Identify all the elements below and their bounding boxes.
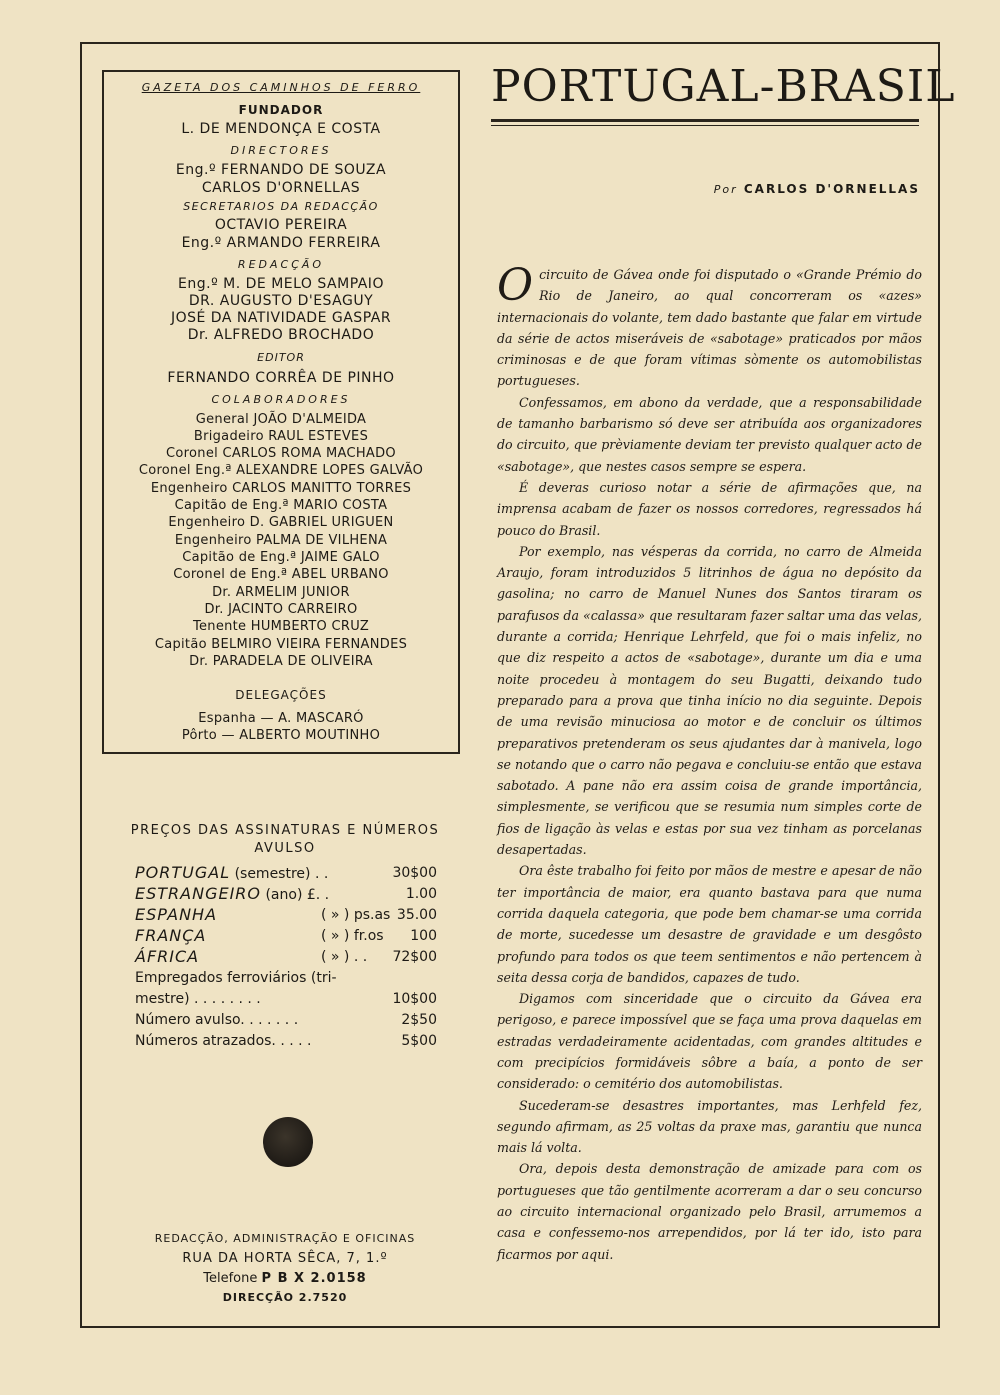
price-row	[135, 968, 437, 988]
article-paragraph: Sucederam-se desastres importantes, mas Lerhfeld fez, segundo afirmam, as 25 voltas da praxe mas, garantiu que nunca mais lá volta.	[497, 1097, 922, 1156]
price-row	[135, 947, 437, 967]
direction-phone: DIRECÇÃO 2.7520	[222, 1291, 348, 1304]
collaborator-name: Coronel CARLOS ROMA MACHADO	[166, 446, 396, 461]
price-value: 30$00	[392, 865, 437, 881]
price-row	[135, 989, 437, 1009]
editorial-name: Dr. ALFREDO BROCHADO	[187, 327, 375, 343]
price-label: Empregados ferroviários (tri-	[135, 970, 337, 986]
price-label: Números atrazados. . . . .	[135, 1033, 312, 1049]
phone-line	[110, 1272, 460, 1285]
price-note: (semestre) . .	[234, 866, 329, 882]
price-label: Número avulso. . . . . . .	[135, 1012, 299, 1028]
founder-name: L. DE MENDONÇA E COSTA	[181, 121, 381, 137]
price-value: 2$50	[401, 1012, 437, 1028]
price-value: 10$00	[392, 991, 437, 1007]
collaborator-name: Capitão de Eng.ª MARIO COSTA	[174, 498, 388, 513]
editor-name: FERNANDO CORRÊA DE PINHO	[167, 370, 395, 386]
editorial-heading: REDACÇÃO	[237, 258, 325, 271]
collaborator-name: Capitão de Eng.ª JAIME GALO	[182, 550, 380, 565]
directors-heading: DIRECTORES	[230, 144, 332, 157]
collaborator-name: Dr. ARMELIM JUNIOR	[212, 585, 350, 600]
collaborator-name: Dr. PARADELA DE OLIVEIRA	[189, 654, 373, 669]
author-name: CARLOS D'ORNELLAS	[743, 182, 920, 196]
editorial-name: Eng.º M. DE MELO SAMPAIO	[178, 276, 384, 292]
price-row	[135, 884, 437, 904]
collaborator-name: Engenheiro PALMA DE VILHENA	[174, 533, 388, 548]
article-paragraph: Confessamos, em abono da verdade, que a responsabilidade de tamanho barbarismo só deve ser atribuída aos organizadores do circuito, que prèviamente deviam ter previsto qualquer acto de «sabotage», que nestes casos sempre se espera.	[497, 394, 922, 474]
price-region: FRANÇA	[135, 926, 207, 945]
phone-number: P B X 2.0158	[261, 1271, 367, 1286]
article-paragraph: Ora êste trabalho foi feito por mãos de mestre e apesar de não ter importância de maior, era quanto bastava para que numa corrida daquela categoria, que pode bem chamar-se uma corrida de morte, sucedesse um desastre de gravidade e um desgôsto profundo para todos os que teem sentimentos e não pertencem à seita dessa corja de bandidos, capazes de tudo.	[497, 863, 922, 985]
price-row	[135, 926, 437, 946]
collaborator-name: Engenheiro CARLOS MANITTO TORRES	[150, 481, 412, 496]
price-value: 35.00	[396, 907, 437, 923]
prices-title: PREÇOS DAS ASSINATURAS E NÚMEROS AVULSO	[130, 823, 440, 856]
article-paragraph: Por exemplo, nas vésperas da corrida, no carro de Almeida Araujo, foram introduzidos 5 litrinhos de água no depósito da gasolina; no carro de Manuel Nunes dos Santos tiraram os parafusos da «calassa» que resultaram fazer saltar uma das velas, durante a corrida; Henrique Lehrfeld, que foi o mais infeliz, no que diz respeito a actos de «sabotage», durante um dia e uma noite procedeu à montagem do seu Bugatti, deixando tudo preparado para a prova que tinha início no dia seguinte. Depois de uma revisão minuciosa ao motor e de concluir os últimos preparativos pretenderam os seus ajudantes dar à manivela, logo se notando que o carro não pegava e concluiu-se então que estava sabotado. A pane não era assim coisa de grande importância, simplesmente, se verificou que se resumia num simples corte de fios de ligação às velas e estas por sua vez tinham as porcelanas desapertadas.	[497, 543, 922, 858]
journal-name: GAZETA DOS CAMINHOS DE FERRO	[141, 81, 421, 94]
address-line: REDACÇÃO, ADMINISTRAÇÃO E OFICINAS	[154, 1232, 416, 1245]
price-row	[135, 1010, 437, 1030]
article-paragraph: Ocircuito de Gávea onde foi disputado o «Grande Prémio do Rio de Janeiro, ao qual concorreram os «azes» internacionais do volante, tem dado bastante que falar em virtude da série de actos miseráveis de «sabotage» praticados por mãos criminosas e de que foram vítimas sòmente os automobilistas portugueses.	[497, 260, 922, 389]
price-region: ESTRANGEIRO	[135, 884, 262, 903]
collaborator-name: Engenheiro D. GABRIEL URIGUEN	[168, 515, 394, 530]
byline	[600, 182, 920, 196]
title-rule	[491, 119, 919, 122]
phone-label: Telefone	[203, 1271, 258, 1286]
seal-emblem	[263, 1117, 313, 1167]
secretary-name: OCTAVIO PEREIRA	[214, 217, 348, 233]
article-body	[497, 260, 922, 1265]
price-row	[135, 905, 437, 925]
price-value: 100	[410, 928, 437, 944]
editorial-name: DR. AUGUSTO D'ESAGUY	[188, 293, 374, 309]
drop-cap: O	[497, 260, 534, 311]
price-note: ( » ) . .	[321, 949, 368, 965]
title-rule	[491, 125, 919, 126]
price-row	[135, 863, 437, 883]
delegation-line: Pôrto — ALBERTO MOUTINHO	[181, 728, 381, 743]
editor-heading: EDITOR	[257, 351, 305, 364]
collaborator-name: Brigadeiro RAUL ESTEVES	[193, 429, 369, 444]
delegation-line: Espanha — A. MASCARÓ	[198, 711, 364, 726]
collaborator-name: General JOÃO D'ALMEIDA	[195, 412, 367, 427]
collaborator-name: Coronel Eng.ª ALEXANDRE LOPES GALVÃO	[138, 463, 424, 478]
director-name: Eng.º FERNANDO DE SOUZA	[175, 162, 387, 178]
founder-heading: FUNDADOR	[238, 103, 324, 117]
director-name: CARLOS D'ORNELLAS	[201, 180, 361, 196]
price-region: PORTUGAL	[135, 863, 231, 882]
price-note: ( » ) fr.os	[321, 928, 384, 944]
delegations-heading: DELEGAÇÕES	[235, 688, 327, 702]
price-value: 5$00	[401, 1033, 437, 1049]
article-paragraph: É deveras curioso notar a série de afirmações que, na imprensa acabam de fazer os nossos corredores, regressados há pouco do Brasil.	[497, 479, 922, 538]
secretary-name: Eng.º ARMANDO FERREIRA	[181, 235, 381, 251]
byline-prefix: Por	[713, 183, 738, 196]
price-note: ( » ) ps.as	[321, 907, 391, 923]
collaborator-name: Tenente HUMBERTO CRUZ	[192, 619, 370, 634]
article-paragraph: Digamos com sinceridade que o circuito da Gávea era perigoso, e parece impossível que se faça uma prova daquelas em estradas verdadeiramente acidentadas, com grandes altitudes e com precipícios formidáveis sôbre a baía, a ponto de ser considerado: o cemitério dos automobilistas.	[497, 991, 922, 1092]
price-row	[135, 1031, 437, 1051]
price-region: ESPANHA	[135, 905, 218, 924]
secretaries-heading: SECRETARIOS DA REDACÇÃO	[183, 200, 379, 213]
article-paragraph: Ora, depois desta demonstração de amizade para com os portugueses que tão gentilmente acorreram a dar o seu concurso ao circuito internacional organizado pelo Brasil, arrumemos a casa e confessemo-nos arrependidos, por lá ter ido, isto para ficarmos por aqui.	[497, 1161, 922, 1262]
price-value: 1.00	[405, 886, 437, 902]
collaborator-name: Dr. JACINTO CARREIRO	[204, 602, 358, 617]
editorial-name: JOSÉ DA NATIVIDADE GASPAR	[170, 310, 392, 326]
article-title: PORTUGAL-BRASIL	[491, 61, 956, 112]
price-value: 72$00	[392, 949, 437, 965]
address-line: RUA DA HORTA SÊCA, 7, 1.º	[182, 1251, 388, 1266]
price-note: (ano) £. .	[265, 887, 330, 903]
price-region: ÁFRICA	[135, 947, 200, 966]
collaborator-name: Coronel de Eng.ª ABEL URBANO	[173, 567, 389, 582]
collaborator-name: Capitão BELMIRO VIEIRA FERNANDES	[154, 637, 408, 652]
collaborators-heading: COLABORADORES	[211, 393, 351, 406]
masthead-box	[102, 70, 460, 754]
price-label: mestre) . . . . . . . .	[135, 991, 261, 1007]
